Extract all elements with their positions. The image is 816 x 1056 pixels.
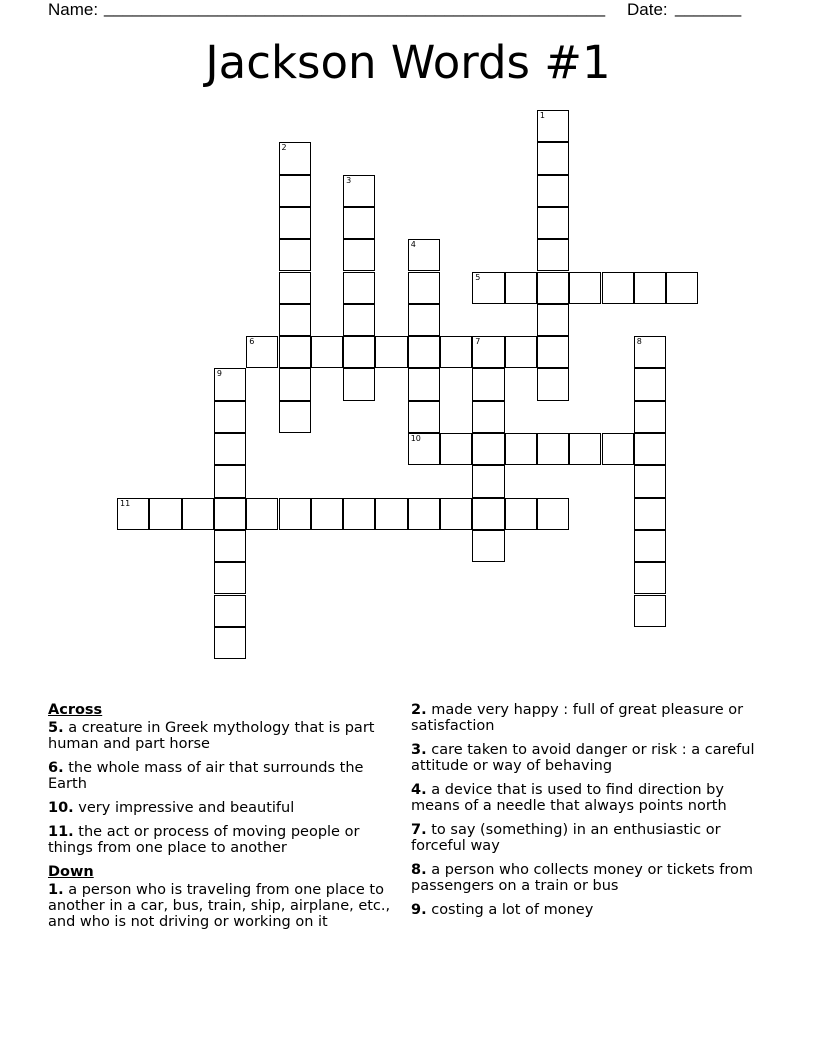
grid-cell[interactable] xyxy=(279,498,311,530)
grid-cell[interactable] xyxy=(537,207,569,239)
grid-cell[interactable] xyxy=(505,272,537,304)
name-label: Name: xyxy=(48,0,99,19)
down-clue xyxy=(411,822,756,854)
grid-cell[interactable] xyxy=(472,433,504,465)
clues-right-column xyxy=(411,702,756,926)
clue-number: 6 xyxy=(249,337,255,347)
date-label: Date: xyxy=(627,0,668,19)
grid-cell[interactable] xyxy=(537,433,569,465)
grid-cell[interactable] xyxy=(569,272,601,304)
grid-cell[interactable] xyxy=(279,368,311,400)
grid-cell[interactable] xyxy=(634,272,666,304)
clue-text: the act or process of moving people or things from one place to another xyxy=(48,824,360,856)
grid-cell[interactable] xyxy=(343,239,375,271)
grid-cell[interactable] xyxy=(279,304,311,336)
grid-cell[interactable] xyxy=(117,498,149,530)
clue-text: costing a lot of money xyxy=(431,902,594,918)
grid-cell[interactable] xyxy=(537,142,569,174)
clue-number: 1. xyxy=(48,882,64,898)
grid-cell[interactable] xyxy=(279,336,311,368)
grid-cell[interactable] xyxy=(408,368,440,400)
clue-number: 8 xyxy=(636,337,642,347)
grid-cell[interactable] xyxy=(408,239,440,271)
grid-cell[interactable] xyxy=(440,433,472,465)
grid-cell[interactable] xyxy=(472,530,504,562)
clues-left-column xyxy=(48,702,398,938)
grid-cell[interactable] xyxy=(279,207,311,239)
grid-cell[interactable] xyxy=(246,336,278,368)
clue-number: 4 xyxy=(410,240,416,250)
grid-cell[interactable] xyxy=(343,336,375,368)
down-heading: Down xyxy=(48,864,94,880)
grid-cell[interactable] xyxy=(505,433,537,465)
grid-cell[interactable] xyxy=(343,368,375,400)
page-title: Jackson Words #1 xyxy=(205,36,611,89)
clue-number: 1 xyxy=(539,111,545,120)
across-clue xyxy=(48,824,398,856)
grid-cell[interactable] xyxy=(569,433,601,465)
down-clue xyxy=(411,862,756,894)
grid-cell[interactable] xyxy=(214,368,246,400)
clue-number: 7. xyxy=(411,822,427,838)
clue-text: care taken to avoid danger or risk : a careful attitude or way of behaving xyxy=(411,742,755,774)
grid-cell[interactable] xyxy=(537,272,569,304)
grid-cell[interactable] xyxy=(408,272,440,304)
grid-cell[interactable] xyxy=(214,498,246,530)
grid-cell[interactable] xyxy=(279,401,311,433)
clue-number: 3. xyxy=(411,742,427,758)
grid-cell[interactable] xyxy=(634,465,666,497)
grid-cell[interactable] xyxy=(602,272,634,304)
grid-cell[interactable] xyxy=(537,336,569,368)
clue-number: 5. xyxy=(48,720,64,736)
grid-cell[interactable] xyxy=(214,401,246,433)
grid-cell[interactable] xyxy=(634,401,666,433)
across-heading: Across xyxy=(48,702,103,718)
grid-cell[interactable] xyxy=(343,498,375,530)
grid-cell[interactable] xyxy=(472,272,504,304)
down-clue xyxy=(48,882,398,930)
clue-number: 2 xyxy=(281,143,287,153)
clue-number: 2. xyxy=(411,702,427,718)
grid-cell[interactable] xyxy=(408,433,440,465)
grid-cell[interactable] xyxy=(182,498,214,530)
grid-cell[interactable] xyxy=(537,175,569,207)
clue-number: 9 xyxy=(216,369,222,379)
grid-cell[interactable] xyxy=(311,498,343,530)
grid-cell[interactable] xyxy=(472,368,504,400)
grid-cell[interactable] xyxy=(375,336,407,368)
grid-cell[interactable] xyxy=(602,433,634,465)
grid-cell[interactable] xyxy=(343,272,375,304)
across-clue xyxy=(48,720,398,752)
grid-cell[interactable] xyxy=(440,498,472,530)
grid-cell[interactable] xyxy=(214,465,246,497)
date-field[interactable]: _______ xyxy=(675,0,742,17)
grid-cell[interactable] xyxy=(634,595,666,627)
grid-cell[interactable] xyxy=(472,336,504,368)
grid-cell[interactable] xyxy=(408,304,440,336)
grid-cell[interactable] xyxy=(634,433,666,465)
grid-cell[interactable] xyxy=(279,272,311,304)
grid-cell[interactable] xyxy=(279,239,311,271)
grid-cell[interactable] xyxy=(634,368,666,400)
across-clue xyxy=(48,800,398,816)
grid-cell[interactable] xyxy=(537,368,569,400)
grid-cell[interactable] xyxy=(343,175,375,207)
grid-cell[interactable] xyxy=(505,336,537,368)
grid-cell[interactable] xyxy=(408,498,440,530)
grid-cell[interactable] xyxy=(214,530,246,562)
clue-number: 10 xyxy=(410,434,421,443)
clue-text: the whole mass of air that surrounds the Earth xyxy=(48,760,364,792)
down-clue xyxy=(411,902,756,918)
grid-cell[interactable] xyxy=(634,530,666,562)
down-clue xyxy=(411,742,756,774)
grid-cell[interactable] xyxy=(472,401,504,433)
clue-number: 5 xyxy=(475,272,481,282)
grid-cell[interactable] xyxy=(408,336,440,368)
grid-cell[interactable] xyxy=(537,110,569,142)
grid-cell[interactable] xyxy=(214,595,246,627)
grid-cell[interactable] xyxy=(246,498,278,530)
clue-text: to say (something) in an enthusiastic or forceful way xyxy=(411,822,721,854)
grid-cell[interactable] xyxy=(505,498,537,530)
grid-cell[interactable] xyxy=(537,304,569,336)
grid-cell[interactable] xyxy=(279,175,311,207)
grid-cell[interactable] xyxy=(537,498,569,530)
grid-cell[interactable] xyxy=(343,304,375,336)
clue-number: 8. xyxy=(411,862,427,878)
clue-text: made very happy : full of great pleasure or satisfaction xyxy=(411,702,744,734)
clue-number: 3 xyxy=(346,175,352,185)
clue-text: a person who collects money or tickets from passengers on a train or bus xyxy=(411,862,754,894)
grid-cell[interactable] xyxy=(537,239,569,271)
clue-text: a person who is traveling from one place to another in a car, bus, train, ship, airplane, etc., and who is not driving or working on it xyxy=(48,882,391,930)
grid-cell[interactable] xyxy=(149,498,181,530)
grid-cell[interactable] xyxy=(408,401,440,433)
clue-number: 6. xyxy=(48,760,64,776)
grid-cell[interactable] xyxy=(634,498,666,530)
clue-number: 11. xyxy=(48,824,74,840)
grid-cell[interactable] xyxy=(634,562,666,594)
grid-cell[interactable] xyxy=(214,562,246,594)
grid-cell[interactable] xyxy=(634,336,666,368)
grid-cell[interactable] xyxy=(666,272,698,304)
down-clue xyxy=(411,702,756,734)
grid-cell[interactable] xyxy=(343,207,375,239)
grid-cell[interactable] xyxy=(311,336,343,368)
clue-number: 10. xyxy=(48,800,74,816)
across-clue xyxy=(48,760,398,792)
name-field[interactable]: _____________________________________________________ xyxy=(104,0,606,17)
clue-number: 7 xyxy=(475,337,481,347)
down-clue xyxy=(411,782,756,814)
grid-cell[interactable] xyxy=(375,498,407,530)
grid-cell[interactable] xyxy=(472,498,504,530)
grid-cell[interactable] xyxy=(440,336,472,368)
grid-cell[interactable] xyxy=(472,465,504,497)
clue-number: 9. xyxy=(411,902,427,918)
clue-text: a device that is used to find direction by means of a needle that always points north xyxy=(411,782,727,814)
clue-number: 11 xyxy=(120,498,131,508)
clue-text: very impressive and beautiful xyxy=(78,800,295,816)
grid-cell[interactable] xyxy=(279,142,311,174)
clue-number: 4. xyxy=(411,782,427,798)
clue-text: a creature in Greek mythology that is part human and part horse xyxy=(48,720,375,752)
grid-cell[interactable] xyxy=(214,433,246,465)
grid-cell[interactable] xyxy=(214,627,246,659)
